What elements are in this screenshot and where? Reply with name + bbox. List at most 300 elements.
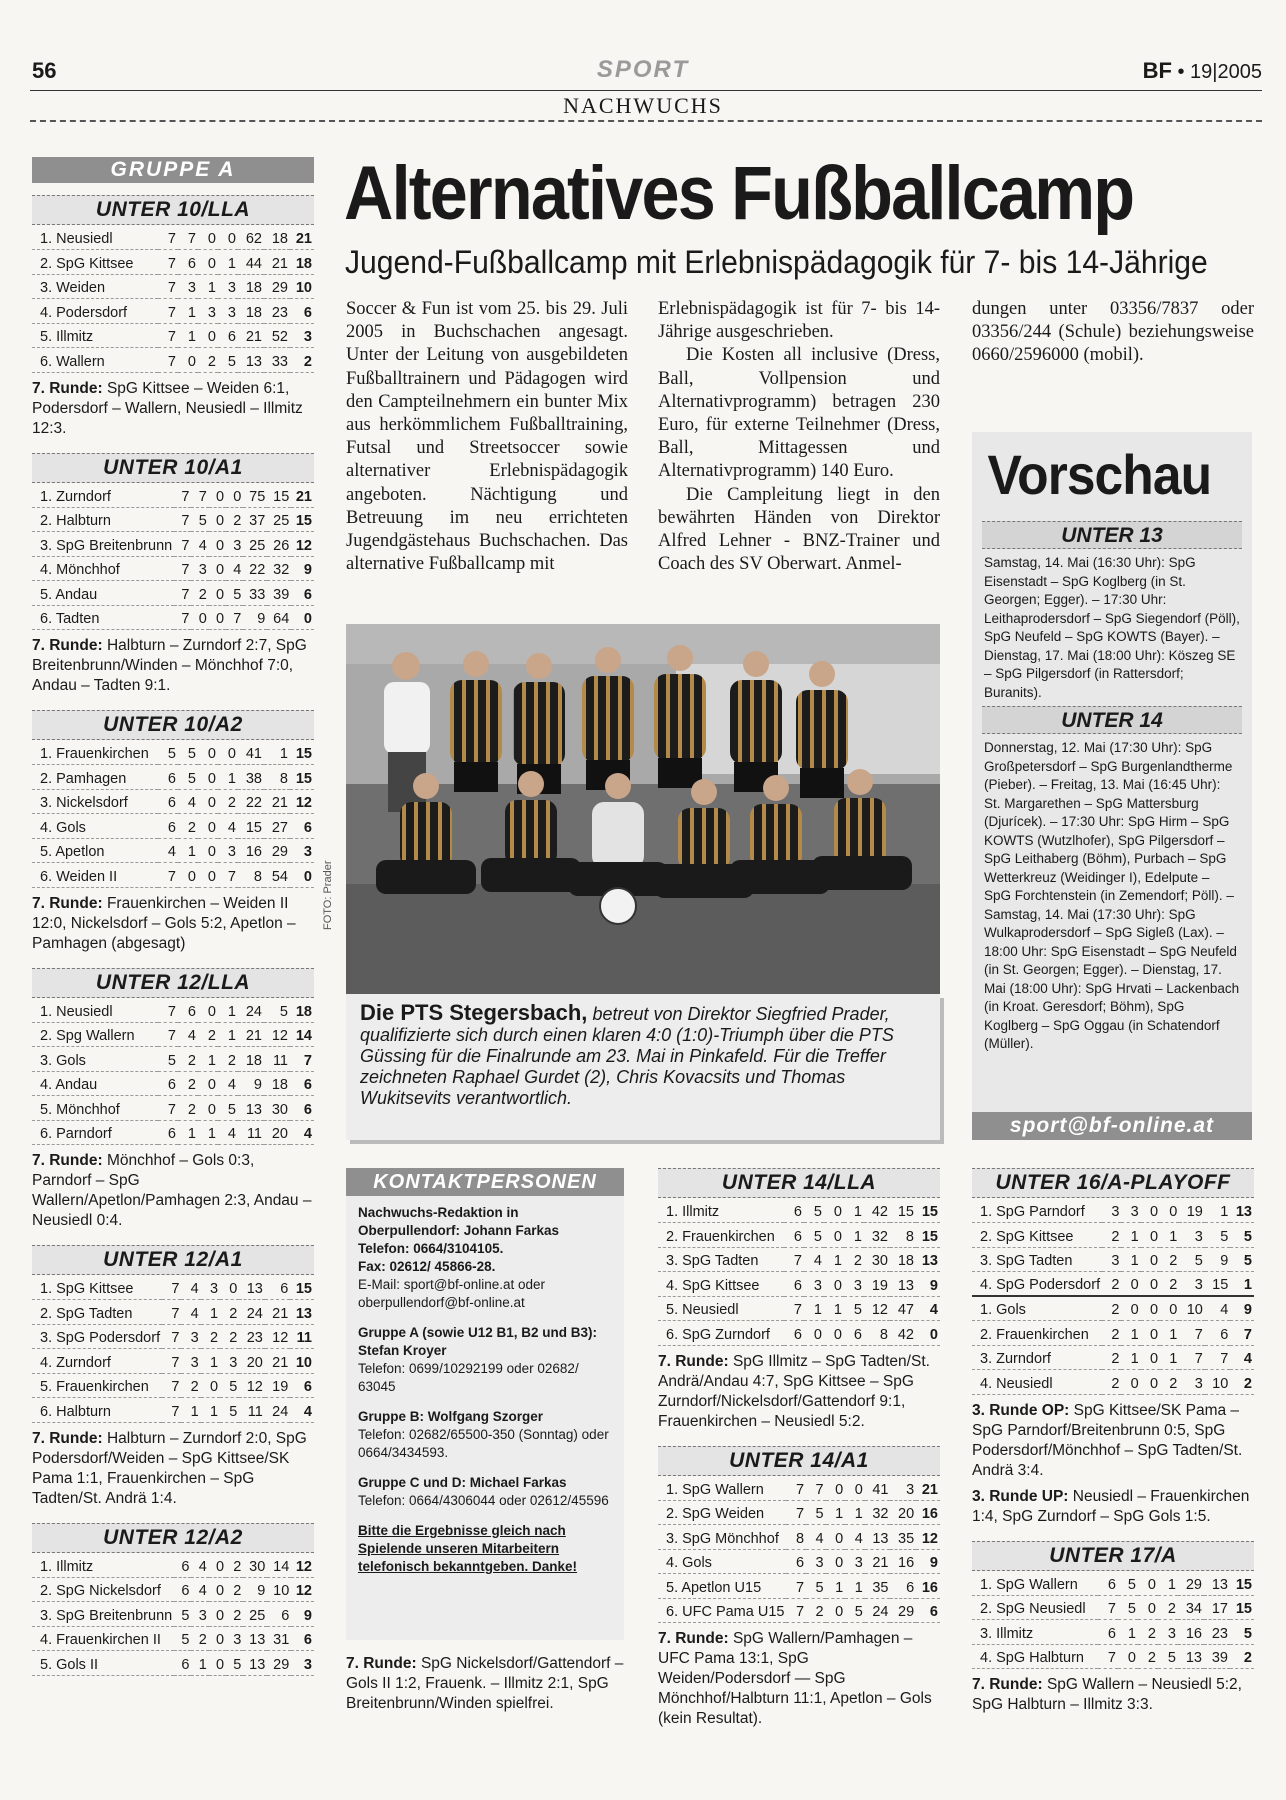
- stat-cell: 3: [804, 1272, 824, 1297]
- stat-cell: 5: [1118, 1571, 1138, 1596]
- stat-cell: 0: [198, 323, 218, 348]
- stat-cell: 29: [1178, 1571, 1204, 1596]
- stat-cell: 3: [191, 1602, 208, 1627]
- stat-cell: 20: [890, 1500, 916, 1525]
- table-row: [32, 323, 314, 348]
- team-name: 4. Frauenkirchen II: [32, 1626, 174, 1651]
- team-name: 4. Gols: [32, 814, 158, 839]
- points-cell: 9: [916, 1272, 940, 1297]
- stat-cell: 6: [1098, 1620, 1118, 1645]
- vorschau-box: [972, 432, 1252, 1124]
- stat-cell: 35: [890, 1525, 916, 1550]
- stat-cell: 0: [824, 1223, 844, 1248]
- points-cell: 0: [291, 605, 314, 630]
- stat-cell: 19: [265, 1373, 290, 1398]
- stat-cell: 5: [178, 765, 198, 790]
- kontakt-note: [358, 1522, 612, 1576]
- points-cell: 16: [916, 1500, 940, 1525]
- stat-cell: 2: [1102, 1296, 1121, 1321]
- stat-cell: 1: [178, 1120, 198, 1145]
- stat-cell: 0: [198, 838, 218, 863]
- team-name: 3. Illmitz: [972, 1620, 1098, 1645]
- stat-cell: 1: [1158, 1571, 1178, 1596]
- stat-cell: 10: [1205, 1370, 1230, 1395]
- table-row: [32, 814, 314, 839]
- runde-label: 3. Runde OP:: [972, 1401, 1070, 1419]
- table-row: [32, 1651, 314, 1676]
- stat-cell: 34: [1178, 1595, 1204, 1620]
- table-row: [32, 532, 314, 557]
- stat-cell: 5: [844, 1296, 864, 1321]
- points-cell: 5: [1230, 1223, 1254, 1248]
- spacer: [32, 1676, 314, 1686]
- stat-cell: 0: [198, 250, 218, 275]
- table-row: [32, 1398, 314, 1423]
- stat-cell: 19: [1179, 1198, 1204, 1223]
- publication-name: BF: [1142, 58, 1172, 83]
- stat-cell: 29: [264, 838, 290, 863]
- vorschau-section-title: UNTER 14: [982, 706, 1242, 734]
- points-cell: 13: [290, 1300, 314, 1325]
- dashed-divider: [30, 120, 1262, 122]
- points-cell: 6: [290, 1071, 314, 1096]
- team-name: 3. Nickelsdorf: [32, 789, 158, 814]
- table-row: [972, 1272, 1254, 1297]
- stat-cell: 1: [1160, 1345, 1179, 1370]
- vorschau-section-text: Donnerstag, 12. Mai (17:30 Uhr): SpG Großpetersdorf – SpG Burgenlandtherme (Pieber). – Freitag, 13. Mai (16:45 Uhr): St. Margarethen – SpG Mattersburg (Djurícek). – 17:30 Uhr: SpG Hirm – SpG KOWTS (Wutzlhofer), SpG Pilgersdorf – SpG Leithaberg (Böhm), Purbach – SpG Wetterkreuz (Weidinger I), Edelpute – SpG Forchtenstein (in Zemendorf; Pöll). – Samstag, 14. Mai (17:30 Uhr): SpG Wulkaprodersdorf – SpG Sigleß (Lax). – 18:00 Uhr: SpG Eisenstadt – SpG Neufeld (in St. Georgen; Egger). – Dienstag, 17. Mai (18:00 Uhr): SpG Hrvati – Lackenbach (in Kroat. Geresdorf; Böhm), SpG Koglberg – SpG Oggau (in Schatendorf (Müller).: [984, 740, 1240, 1051]
- kontakt-line[interactable]: E-Mail: sport@bf-online.at oder oberpullendorf@bf-online.at: [358, 1277, 546, 1310]
- team-name: 3. SpG Mönchhof: [658, 1525, 786, 1550]
- table-row: [32, 225, 314, 250]
- stat-cell: 32: [865, 1500, 891, 1525]
- stat-cell: 3: [1179, 1223, 1204, 1248]
- stat-cell: 5: [1205, 1223, 1230, 1248]
- stat-cell: 2: [220, 1324, 239, 1349]
- stat-cell: 4: [191, 1553, 208, 1578]
- stat-cell: 1: [201, 1300, 220, 1325]
- kontakt-line: Telefon: 0664/4306044 oder 02612/45596: [358, 1493, 609, 1508]
- stat-cell: 0: [209, 532, 226, 557]
- stat-cell: 2: [191, 581, 208, 606]
- stat-cell: 2: [178, 814, 198, 839]
- stat-cell: 6: [844, 1321, 864, 1346]
- vorschau-section-text: Samstag, 14. Mai (16:30 Uhr): SpG Eisenstadt – SpG Koglberg (in St. Georgen; Egger). – 17:30 Uhr: Leithaprodersdorf – SpG Siegendorf (Pöll), SpG Neufeld – SpG KOWTS (Bayer). – Dienstag, 17. Mai (18:00 Uhr): Köszeg SE – SpG Pilgersdorf (in Rattersdorf; Buranits).: [984, 555, 1240, 700]
- points-cell: 12: [916, 1525, 940, 1550]
- team-name: 4. Zurndorf: [32, 1349, 162, 1374]
- kontakt-block-title: Gruppe B: Wolfgang Szorger: [358, 1409, 543, 1424]
- stat-cell: 26: [267, 532, 291, 557]
- standings-table: [972, 1541, 1254, 1716]
- points-cell: 21: [290, 225, 314, 250]
- team-name: 4. Andau: [32, 1071, 158, 1096]
- stat-cell: 1: [218, 250, 238, 275]
- photo-caption: [346, 994, 940, 1140]
- points-cell: 6: [291, 1626, 314, 1651]
- stat-cell: 6: [218, 323, 238, 348]
- stat-cell: 3: [181, 1324, 200, 1349]
- stat-cell: 4: [181, 1275, 200, 1300]
- table-row: [32, 1120, 314, 1145]
- stat-cell: 13: [865, 1525, 891, 1550]
- team-name: 1. SpG Kittsee: [32, 1275, 162, 1300]
- standings-table: [32, 195, 314, 439]
- stat-cell: 23: [264, 299, 290, 324]
- stat-cell: 5: [220, 1373, 239, 1398]
- stat-cell: 25: [267, 507, 291, 532]
- stat-cell: 0: [198, 863, 218, 888]
- stat-cell: 5: [178, 740, 198, 765]
- stat-cell: 1: [201, 1398, 220, 1423]
- points-cell: 4: [916, 1296, 940, 1321]
- stat-cell: 3: [1102, 1198, 1121, 1223]
- stat-cell: 13: [239, 1275, 264, 1300]
- stat-cell: 7: [162, 1398, 181, 1423]
- stat-cell: 0: [1118, 1644, 1138, 1669]
- table-row: [658, 1549, 940, 1574]
- kontakt-block: [358, 1474, 612, 1510]
- stat-cell: 7: [174, 483, 191, 508]
- stat-cell: 5: [174, 1602, 191, 1627]
- table-row: [32, 838, 314, 863]
- team-name: 1. Illmitz: [32, 1553, 174, 1578]
- stat-cell: 21: [238, 1022, 264, 1047]
- stat-cell: 6: [784, 1272, 804, 1297]
- table-row: [32, 581, 314, 606]
- stat-cell: 29: [267, 1651, 291, 1676]
- issue-info: [1143, 58, 1262, 84]
- stat-cell: 19: [864, 1272, 890, 1297]
- stat-cell: 1: [198, 1047, 218, 1072]
- team-name: 2. Frauenkirchen: [658, 1223, 784, 1248]
- stat-cell: 0: [1141, 1198, 1160, 1223]
- stat-cell: 0: [198, 789, 218, 814]
- stat-cell: 7: [226, 605, 243, 630]
- stat-cell: 6: [265, 1275, 290, 1300]
- points-cell: 13: [916, 1247, 940, 1272]
- points-cell: 16: [916, 1574, 940, 1599]
- stat-cell: 2: [191, 1626, 208, 1651]
- stat-cell: 6: [178, 998, 198, 1023]
- vorschau-section-title: UNTER 13: [982, 521, 1242, 549]
- left-column: [32, 157, 314, 1686]
- stat-cell: 3: [201, 1275, 220, 1300]
- stat-cell: 6: [158, 1120, 178, 1145]
- stat-cell: 0: [209, 1577, 226, 1602]
- kontakt-block-title: Gruppe A (sowie U12 B1, B2 und B3): Stefan Kroyer: [358, 1325, 598, 1358]
- stat-cell: 8: [238, 863, 264, 888]
- stat-cell: 29: [890, 1598, 916, 1623]
- stat-cell: 7: [784, 1296, 804, 1321]
- stat-cell: 3: [198, 299, 218, 324]
- kontakt-block: [358, 1204, 612, 1312]
- stat-cell: 1: [178, 838, 198, 863]
- stat-cell: 52: [264, 323, 290, 348]
- points-cell: 9: [291, 556, 314, 581]
- points-cell: 6: [916, 1598, 940, 1623]
- stat-cell: 5: [806, 1574, 826, 1599]
- stat-cell: 44: [238, 250, 264, 275]
- stat-cell: 0: [209, 581, 226, 606]
- points-cell: 6: [290, 299, 314, 324]
- points-cell: 15: [290, 1275, 314, 1300]
- table-title: UNTER 12/A1: [32, 1245, 314, 1275]
- stat-cell: 6: [158, 765, 178, 790]
- team-name: 4. SpG Kittsee: [658, 1272, 784, 1297]
- team-name: 4. Gols: [658, 1549, 786, 1574]
- table-title: UNTER 10/A1: [32, 453, 314, 483]
- stat-cell: 47: [890, 1296, 916, 1321]
- team-name: 4. Mönchhof: [32, 556, 174, 581]
- table-row: [32, 1349, 314, 1374]
- stat-cell: 1: [804, 1296, 824, 1321]
- stat-cell: 0: [826, 1525, 846, 1550]
- table-title: UNTER 12/A2: [32, 1523, 314, 1553]
- stat-cell: 5: [218, 1096, 238, 1121]
- stat-cell: 3: [226, 532, 243, 557]
- stat-cell: 2: [1102, 1223, 1121, 1248]
- team-name: 1. Gols: [972, 1296, 1102, 1321]
- table-row: [32, 1324, 314, 1349]
- team-name: 4. Podersdorf: [32, 299, 158, 324]
- stat-cell: 0: [198, 1096, 218, 1121]
- stat-cell: 0: [198, 225, 218, 250]
- stat-cell: 0: [209, 483, 226, 508]
- stat-cell: 13: [243, 1651, 267, 1676]
- table-row: [32, 274, 314, 299]
- round-results: [32, 894, 314, 954]
- email-banner[interactable]: sport@bf-online.at: [972, 1112, 1252, 1140]
- stat-cell: 2: [1102, 1370, 1121, 1395]
- stat-cell: 14: [267, 1553, 291, 1578]
- stat-cell: 0: [1160, 1296, 1179, 1321]
- runde-label: 7. Runde:: [972, 1676, 1043, 1693]
- stat-cell: 7: [158, 1096, 178, 1121]
- stat-cell: 7: [218, 863, 238, 888]
- article-subheadline: Jugend-Fußballcamp mit Erlebnispädagogik für 7- bis 14-Jährige: [345, 244, 1208, 280]
- stat-cell: 7: [174, 532, 191, 557]
- stat-cell: 2: [178, 1096, 198, 1121]
- team-name: 6. Parndorf: [32, 1120, 158, 1145]
- team-name: 6. UFC Pama U15: [658, 1598, 786, 1623]
- stat-cell: 0: [826, 1476, 846, 1501]
- stat-cell: 1: [264, 740, 290, 765]
- team-name: 5. Neusiedl: [658, 1296, 784, 1321]
- stat-cell: 7: [786, 1476, 806, 1501]
- table-row: [32, 1373, 314, 1398]
- stat-cell: 5: [1179, 1247, 1204, 1272]
- stat-cell: 1: [218, 1022, 238, 1047]
- points-cell: 2: [290, 348, 314, 373]
- team-name: 5. Illmitz: [32, 323, 158, 348]
- points-cell: 10: [290, 1349, 314, 1374]
- stat-cell: 0: [1141, 1223, 1160, 1248]
- stat-cell: 5: [191, 507, 208, 532]
- stat-cell: 7: [158, 299, 178, 324]
- stat-cell: 24: [865, 1598, 891, 1623]
- stat-cell: 7: [174, 581, 191, 606]
- stat-cell: 7: [1098, 1644, 1118, 1669]
- stat-cell: 0: [1141, 1247, 1160, 1272]
- points-cell: 15: [916, 1198, 940, 1223]
- stat-cell: 8: [890, 1223, 916, 1248]
- stat-cell: 13: [1204, 1571, 1230, 1596]
- table-row: [32, 1602, 314, 1627]
- stat-cell: 4: [218, 814, 238, 839]
- runde-text: SpG Wallern/Pamhagen – UFC Pama 13:1, SpG Weiden/Podersdorf — SpG Mönchhof/Halbturn 11:1, Apetlon – Gols (kein Resultat).: [658, 1630, 932, 1727]
- stat-cell: 2: [1102, 1272, 1121, 1297]
- stat-cell: 30: [864, 1247, 890, 1272]
- stat-cell: 13: [1178, 1644, 1204, 1669]
- stat-cell: 3: [218, 838, 238, 863]
- points-cell: 9: [291, 1602, 314, 1627]
- table-row: [972, 1620, 1254, 1645]
- points-cell: 21: [291, 483, 314, 508]
- stat-cell: 1: [844, 1223, 864, 1248]
- team-name: 3. Gols: [32, 1047, 158, 1072]
- team-name: 4. Neusiedl: [972, 1370, 1102, 1395]
- stat-cell: 10: [1179, 1296, 1204, 1321]
- photo-credit: FOTO: Prader: [322, 860, 334, 930]
- stat-cell: 5: [226, 1651, 243, 1676]
- table-row: [32, 1275, 314, 1300]
- stat-cell: 6: [784, 1198, 804, 1223]
- stat-cell: 3: [1121, 1198, 1140, 1223]
- stat-cell: 7: [158, 323, 178, 348]
- stat-cell: 0: [178, 348, 198, 373]
- stat-cell: 15: [267, 483, 291, 508]
- stat-cell: 0: [198, 998, 218, 1023]
- stat-cell: 4: [1205, 1296, 1230, 1321]
- kontakt-runde: [346, 1654, 624, 1714]
- stat-cell: 0: [826, 1598, 846, 1623]
- points-cell: 21: [916, 1476, 940, 1501]
- kontakt-block-title: Gruppe C und D: Michael Farkas: [358, 1475, 567, 1490]
- stat-cell: 12: [265, 1324, 290, 1349]
- runde-text: SpG Nickelsdorf/Gattendorf – Gols II 1:2, Frauenk. – Illmitz 2:1, SpG Breitenbrunn/Winden spielfrei.: [346, 1655, 624, 1712]
- stat-cell: 7: [158, 348, 178, 373]
- stat-cell: 2: [1102, 1321, 1121, 1346]
- stat-cell: 3: [1158, 1620, 1178, 1645]
- stat-cell: 16: [1178, 1620, 1204, 1645]
- stat-cell: 1: [1121, 1223, 1140, 1248]
- stat-cell: 4: [191, 532, 208, 557]
- table-row: [32, 299, 314, 324]
- caption-text: betreut von Direktor Siegfried Prader, qualifizierte sich durch einen klaren 4:0 (1:0)-Triumph über die PTS Güssing für die Finalrunde am 23. Mai in Pinkafeld. Für die Treffer zeichneten Raphael Gurdet (2), Chris Kovacsits und Thomas Wukitsevits verantwortlich.: [360, 1004, 894, 1108]
- team-photo-illustration: [346, 624, 940, 994]
- team-name: 3. SpG Breitenbrunn: [32, 532, 174, 557]
- stat-cell: 21: [264, 789, 290, 814]
- table-row: [972, 1198, 1254, 1223]
- stat-cell: 12: [239, 1373, 264, 1398]
- table-title: UNTER 17/A: [972, 1541, 1254, 1571]
- stat-cell: 24: [238, 998, 264, 1023]
- points-cell: 10: [290, 274, 314, 299]
- stat-cell: 0: [198, 814, 218, 839]
- standings-table: [32, 453, 314, 697]
- team-name: 2. Frauenkirchen: [972, 1321, 1102, 1346]
- team-name: 4. SpG Halbturn: [972, 1644, 1098, 1669]
- stat-cell: 0: [824, 1272, 844, 1297]
- standings-table: [972, 1168, 1254, 1527]
- stat-cell: 16: [238, 838, 264, 863]
- team-name: 6. Halbturn: [32, 1398, 162, 1423]
- stat-cell: 12: [864, 1296, 890, 1321]
- team-name: 2. SpG Kittsee: [972, 1223, 1102, 1248]
- table-row: [32, 1096, 314, 1121]
- team-name: 2. SpG Neusiedl: [972, 1595, 1098, 1620]
- team-name: 5. Andau: [32, 581, 174, 606]
- points-cell: 9: [1230, 1296, 1254, 1321]
- table-title: UNTER 14/A1: [658, 1446, 940, 1476]
- table-row: [658, 1296, 940, 1321]
- stat-cell: 7: [158, 274, 178, 299]
- stat-cell: 4: [845, 1525, 865, 1550]
- stat-cell: 24: [239, 1300, 264, 1325]
- subsection-title: NACHWUCHS: [563, 93, 723, 118]
- kontakt-line: Fax: 02612/ 45866-28.: [358, 1259, 496, 1274]
- stat-cell: 37: [243, 507, 267, 532]
- kontakt-block: [358, 1324, 612, 1396]
- stat-cell: 0: [845, 1476, 865, 1501]
- stat-cell: 2: [198, 348, 218, 373]
- stat-cell: 6: [1098, 1571, 1118, 1596]
- points-cell: 13: [1230, 1198, 1254, 1223]
- stat-cell: 18: [238, 1047, 264, 1072]
- stat-cell: 7: [158, 863, 178, 888]
- standings-table: [32, 1245, 314, 1509]
- stat-cell: 7: [786, 1598, 806, 1623]
- stat-cell: 9: [238, 1071, 264, 1096]
- stat-cell: 6: [174, 1553, 191, 1578]
- stat-cell: 3: [191, 556, 208, 581]
- table-row: [32, 789, 314, 814]
- points-cell: 15: [290, 740, 314, 765]
- round-results: [658, 1352, 940, 1432]
- article-paragraph: Soccer & Fun ist vom 25. bis 29. Juli 2005 in Buchschachen angesagt. Unter der Leitung von ausgebildeten Fußballtrainern und Pädagogen wird den Campteilnehmern ein bunter Mix aus herkömmlichem Fußballtraining, Futsal und Streetsoccer sowie alternativer Erlebnispädagogik angeboten. Nächtigung und Betreuung im neu errichteten Jugendgästehaus Buchschachen. Das alternative Fußballcamp mit: [346, 299, 628, 575]
- round-results: [32, 636, 314, 696]
- points-cell: 12: [291, 532, 314, 557]
- stat-cell: 1: [198, 1120, 218, 1145]
- stat-cell: 2: [806, 1598, 826, 1623]
- runde-text: Halbturn – Zurndorf 2:7, SpG Breitenbrunn/Winden – Mönchhof 7:0, Andau – Tadten 9:1.: [32, 637, 307, 694]
- team-name: 2. SpG Nickelsdorf: [32, 1577, 174, 1602]
- stat-cell: 1: [178, 299, 198, 324]
- points-cell: 12: [291, 1553, 314, 1578]
- stat-cell: 4: [226, 556, 243, 581]
- points-cell: 7: [290, 1047, 314, 1072]
- stat-cell: 39: [267, 581, 291, 606]
- stat-cell: 0: [1141, 1272, 1160, 1297]
- table-row: [658, 1598, 940, 1623]
- runde-label: 7. Runde:: [32, 1152, 103, 1169]
- stat-cell: 0: [209, 556, 226, 581]
- stat-cell: 3: [806, 1549, 826, 1574]
- kontakt-note-text: Bitte die Ergebnisse gleich nach Spielende unseren Mitarbeitern telefonisch bekanntgeben. Danke!: [358, 1523, 578, 1574]
- stat-cell: 2: [1160, 1370, 1179, 1395]
- stat-cell: 5: [804, 1198, 824, 1223]
- team-name: 5. Apetlon U15: [658, 1574, 786, 1599]
- stat-cell: 11: [238, 1120, 264, 1145]
- team-name: 4. SpG Podersdorf: [972, 1272, 1102, 1297]
- stat-cell: 2: [1102, 1345, 1121, 1370]
- stat-cell: 3: [218, 299, 238, 324]
- article-col-3: [972, 298, 1254, 368]
- table-row: [972, 1571, 1254, 1596]
- standings-table: [658, 1446, 940, 1730]
- stat-cell: 15: [890, 1198, 916, 1223]
- stat-cell: 75: [243, 483, 267, 508]
- stat-cell: 9: [243, 1577, 267, 1602]
